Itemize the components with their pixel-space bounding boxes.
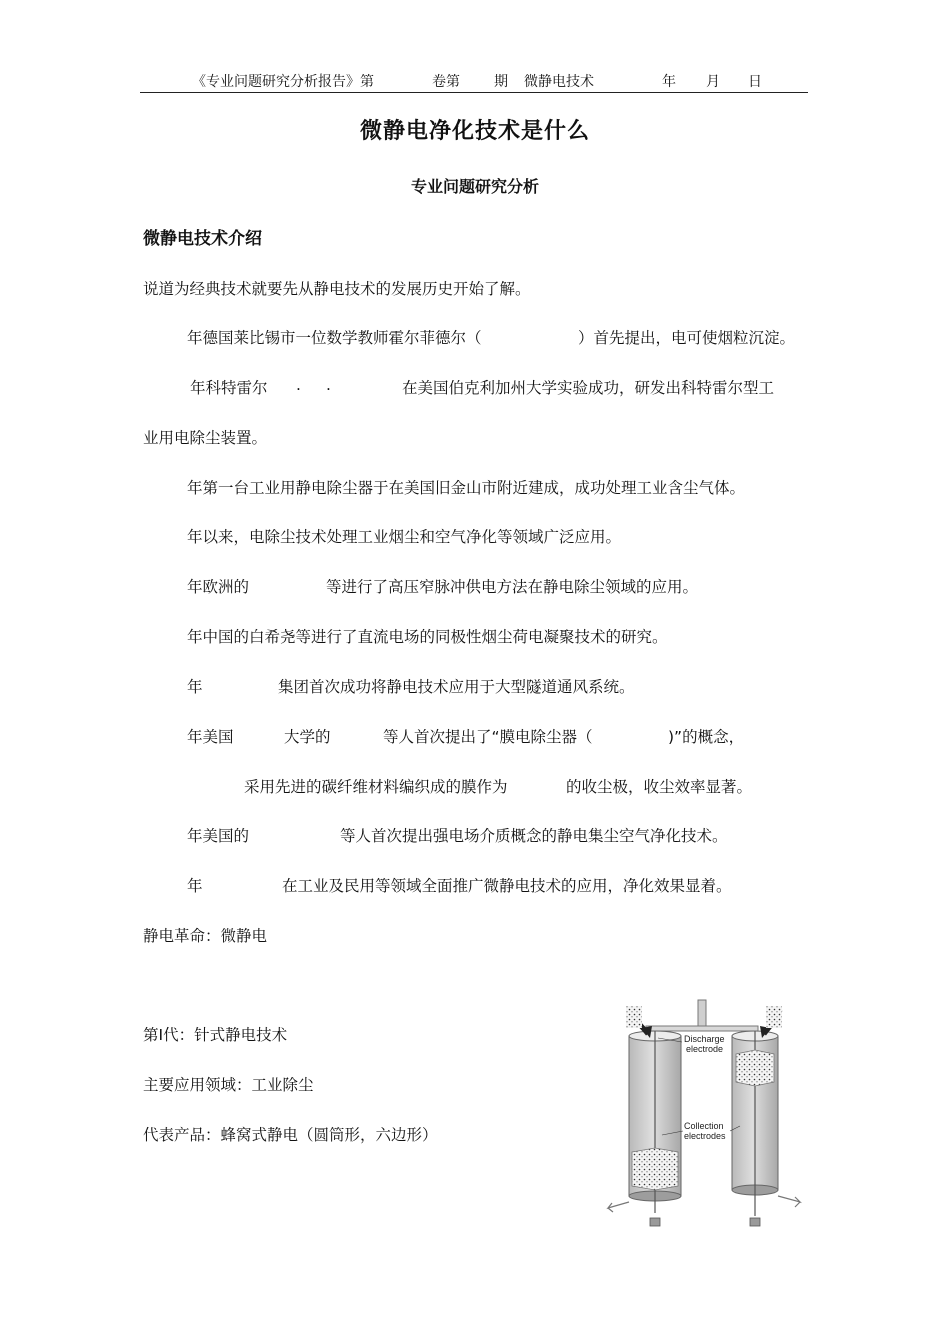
page-header bbox=[140, 68, 808, 93]
history-line-6: 年中国的白希尧等进行了直流电场的同极性烟尘荷电凝聚技术的研究。 bbox=[187, 628, 668, 646]
history-line-9b: 的收尘极，收尘效率显著。 bbox=[566, 778, 753, 796]
document-title: 微静电净化技术是什么 bbox=[359, 119, 590, 144]
gen1-product: 代表产品：蜂窝式静电（圆筒形，六边形） bbox=[143, 1126, 438, 1144]
history-line-3: 年第一台工业用静电除尘器于在美国旧金山市附近建成，成功处理工业含尘气体。 bbox=[187, 479, 746, 497]
header-issue: 期 bbox=[494, 74, 508, 90]
history-line-7a: 年 bbox=[187, 678, 203, 696]
history-line-8a: 年美国 bbox=[187, 728, 234, 746]
history-line-5a: 年欧洲的 bbox=[187, 578, 250, 596]
history-line-2b: . bbox=[296, 376, 301, 394]
header-day: 日 bbox=[748, 74, 762, 90]
history-line-5b: 等进行了高压窄脉冲供电方法在静电除尘领域的应用。 bbox=[326, 578, 699, 596]
history-line-4: 年以来，电除尘技术处理工业烟尘和空气净化等领域广泛应用。 bbox=[187, 528, 622, 546]
history-line-1b: ）首先提出，电可使烟粒沉淀。 bbox=[578, 329, 796, 347]
history-line-8d: )”的概念， bbox=[668, 728, 745, 746]
history-line-9a: 采用先进的碳纤维材料编织成的膜作为 bbox=[244, 778, 508, 796]
discharge-label-1: Discharge bbox=[684, 1034, 725, 1044]
intro-paragraph: 说道为经典技术就要先从静电技术的发展历史开始了解。 bbox=[143, 280, 531, 298]
header-year: 年 bbox=[662, 74, 676, 90]
gen1-application: 主要应用领域：工业除尘 bbox=[143, 1076, 314, 1094]
history-line-2c: . bbox=[326, 376, 331, 394]
history-line-8c: 等人首次提出了“膜电除尘器（ bbox=[383, 728, 593, 746]
collection-label-1: Collection bbox=[684, 1121, 724, 1131]
gen1-title: 第Ⅰ代：针式静电技术 bbox=[143, 1026, 288, 1044]
history-line-2e: 业用电除尘装置。 bbox=[143, 429, 268, 447]
section-heading: 微静电技术介绍 bbox=[143, 229, 262, 249]
history-line-10b: 等人首次提出强电场介质概念的静电集尘空气净化技术。 bbox=[340, 827, 728, 845]
precipitator-diagram bbox=[598, 998, 810, 1228]
left-cylinder bbox=[608, 1006, 681, 1226]
discharge-label-2: electrode bbox=[686, 1044, 724, 1054]
header-month: 月 bbox=[706, 74, 720, 90]
document-subtitle: 专业问题研究分析 bbox=[410, 177, 539, 196]
precipitator-illustration bbox=[598, 998, 810, 1228]
header-volume: 卷第 bbox=[432, 74, 460, 90]
collection-label-2: electrodes bbox=[684, 1131, 726, 1141]
right-cylinder bbox=[732, 1006, 800, 1226]
history-line-2a: 年科特雷尔 bbox=[190, 379, 268, 397]
crossbar bbox=[646, 1026, 758, 1031]
history-line-7b: 集团首次成功将静电技术应用于大型隧道通风系统。 bbox=[278, 678, 635, 696]
header-journal: 《专业问题研究分析报告》第 bbox=[192, 74, 374, 90]
revolution-text: 静电革命：微静电 bbox=[143, 927, 268, 945]
history-line-2d: 在美国伯克利加州大学实验成功，研发出科特雷尔型工 bbox=[402, 379, 775, 397]
history-line-11a: 年 bbox=[187, 877, 203, 895]
history-line-8b: 大学的 bbox=[284, 728, 331, 746]
history-line-1a: 年德国莱比锡市一位数学教师霍尔菲德尔（ bbox=[187, 329, 482, 347]
header-topic: 微静电技术 bbox=[524, 74, 594, 90]
history-line-10a: 年美国的 bbox=[187, 827, 250, 845]
history-line-11b: 在工业及民用等领域全面推广微静电技术的应用，净化效果显着。 bbox=[282, 877, 732, 895]
